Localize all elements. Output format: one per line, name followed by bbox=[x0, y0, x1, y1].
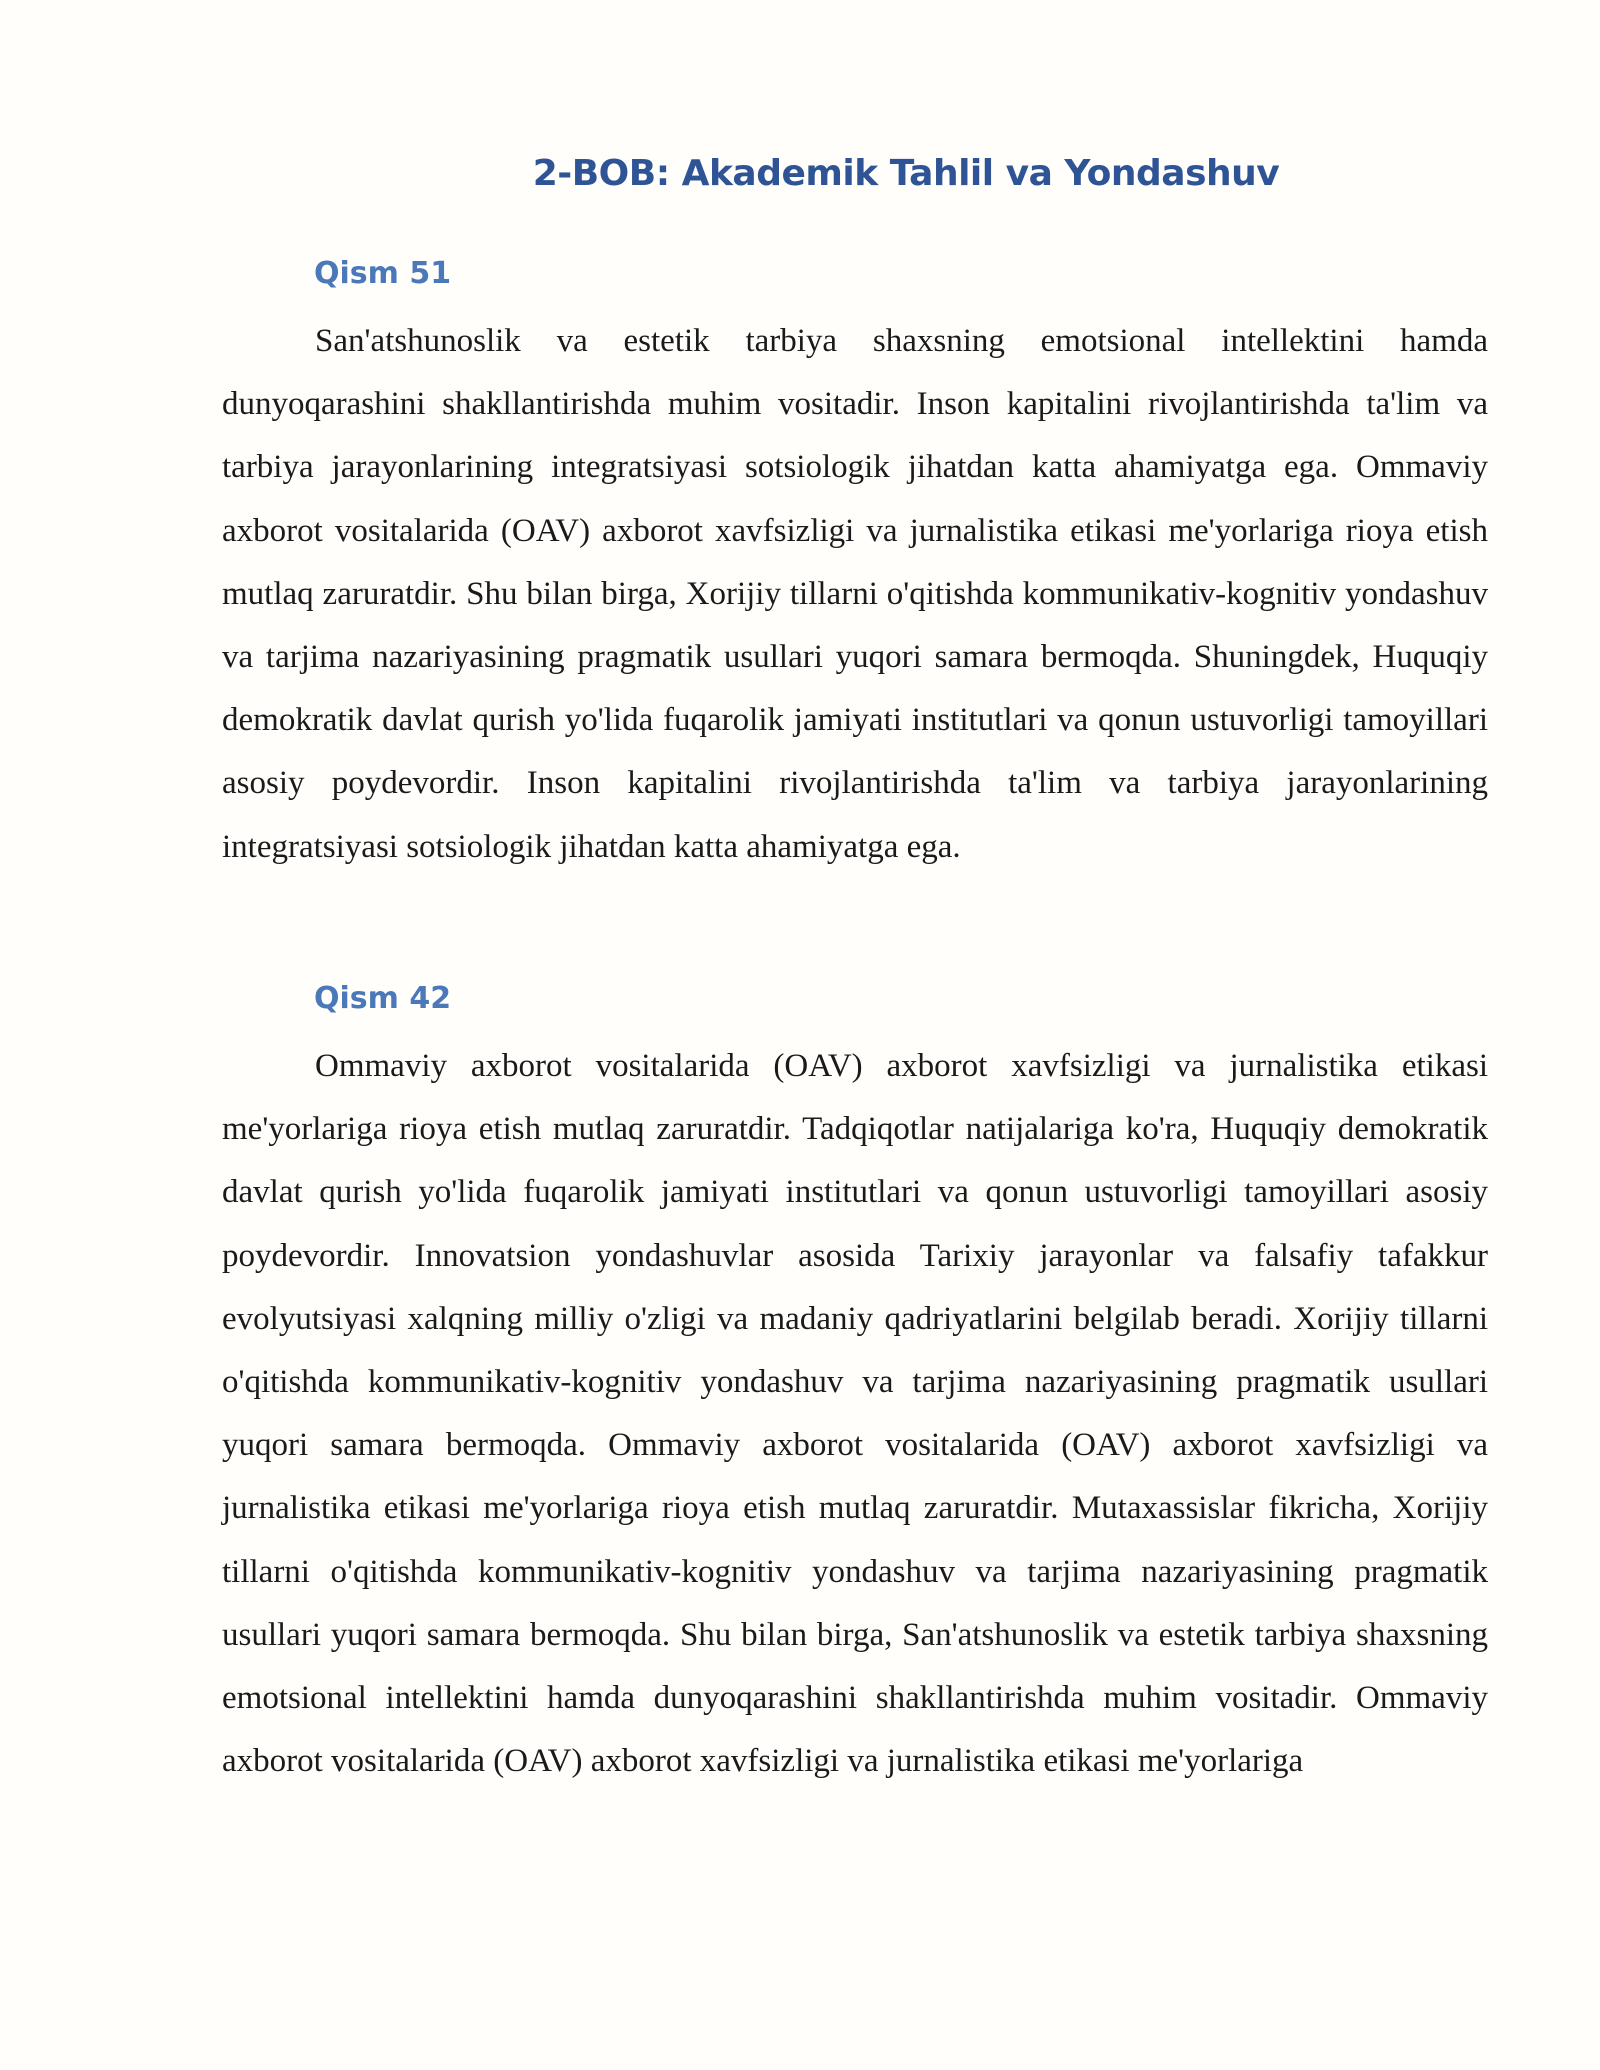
section-heading-qism-42: Qism 42 bbox=[314, 981, 452, 1016]
section-paragraph-qism-42: Ommaviy axborot vositalarida (OAV) axborot xavfsizligi va jurnalistika etikasi me'yorlariga rioya etish mutlaq zaruratdir. Tadqiqotlar natijalariga ko'ra, Huquqiy demokratik davlat qurish yo'lida fuqarolik jamiyati institutlari va qonun ustuvorligi tamoyillari asosiy poydevordir. Innovatsion yondashuvlar asosida Tarixiy jarayonlar va falsafiy tafakkur evolyutsiyasi xalqning milliy o'zligi va madaniy qadriyatlarini belgilab beradi. Xorijiy tillarni o'qitishda kommunikativ-kognitiv yondashuv va tarjima nazariyasining pragmatik usullari yuqori samara bermoqda. Ommaviy axborot vositalarida (OAV) axborot xavfsizligi va jurnalistika etikasi me'yorlariga rioya etish mutlaq zaruratdir. Mutaxassislar fikricha, Xorijiy tillarni o'qitishda kommunikativ-kognitiv yondashuv va tarjima nazariyasining pragmatik usullari yuqori samara bermoqda. Shu bilan birga, San'atshunoslik va estetik tarbiya shaxsning emotsional intellektini hamda dunyoqarashini shakllantirishda muhim vositadir. Ommaviy axborot vositalarida (OAV) axborot xavfsizligi va jurnalistika etikasi me'yorlariga bbox=[222, 1048, 1488, 1780]
section-heading-qism-51: Qism 51 bbox=[314, 256, 452, 291]
chapter-title: 2-BOB: Akademik Tahlil va Yondashuv bbox=[532, 153, 1280, 194]
section-paragraph-qism-51: San'atshunoslik va estetik tarbiya shaxsning emotsional intellektini hamda dunyoqarashini shakllantirishda muhim vositadir. Inson kapitalini rivojlantirishda ta'lim va tarbiya jarayonlarining integratsiyasi sotsiologik jihatdan katta ahamiyatga ega. Ommaviy axborot vositalarida (OAV) axborot xavfsizligi va jurnalistika etikasi me'yorlariga rioya etish mutlaq zaruratdir. Shu bilan birga, Xorijiy tillarni o'qitishda kommunikativ-kognitiv yondashuv va tarjima nazariyasining pragmatik usullari yuqori samara bermoqda. Shuningdek, Huquqiy demokratik davlat qurish yo'lida fuqarolik jamiyati institutlari va qonun ustuvorligi tamoyillari asosiy poydevordir. Inson kapitalini rivojlantirishda ta'lim va tarbiya jarayonlarining integratsiyasi sotsiologik jihatdan katta ahamiyatga ega. bbox=[222, 323, 1488, 865]
